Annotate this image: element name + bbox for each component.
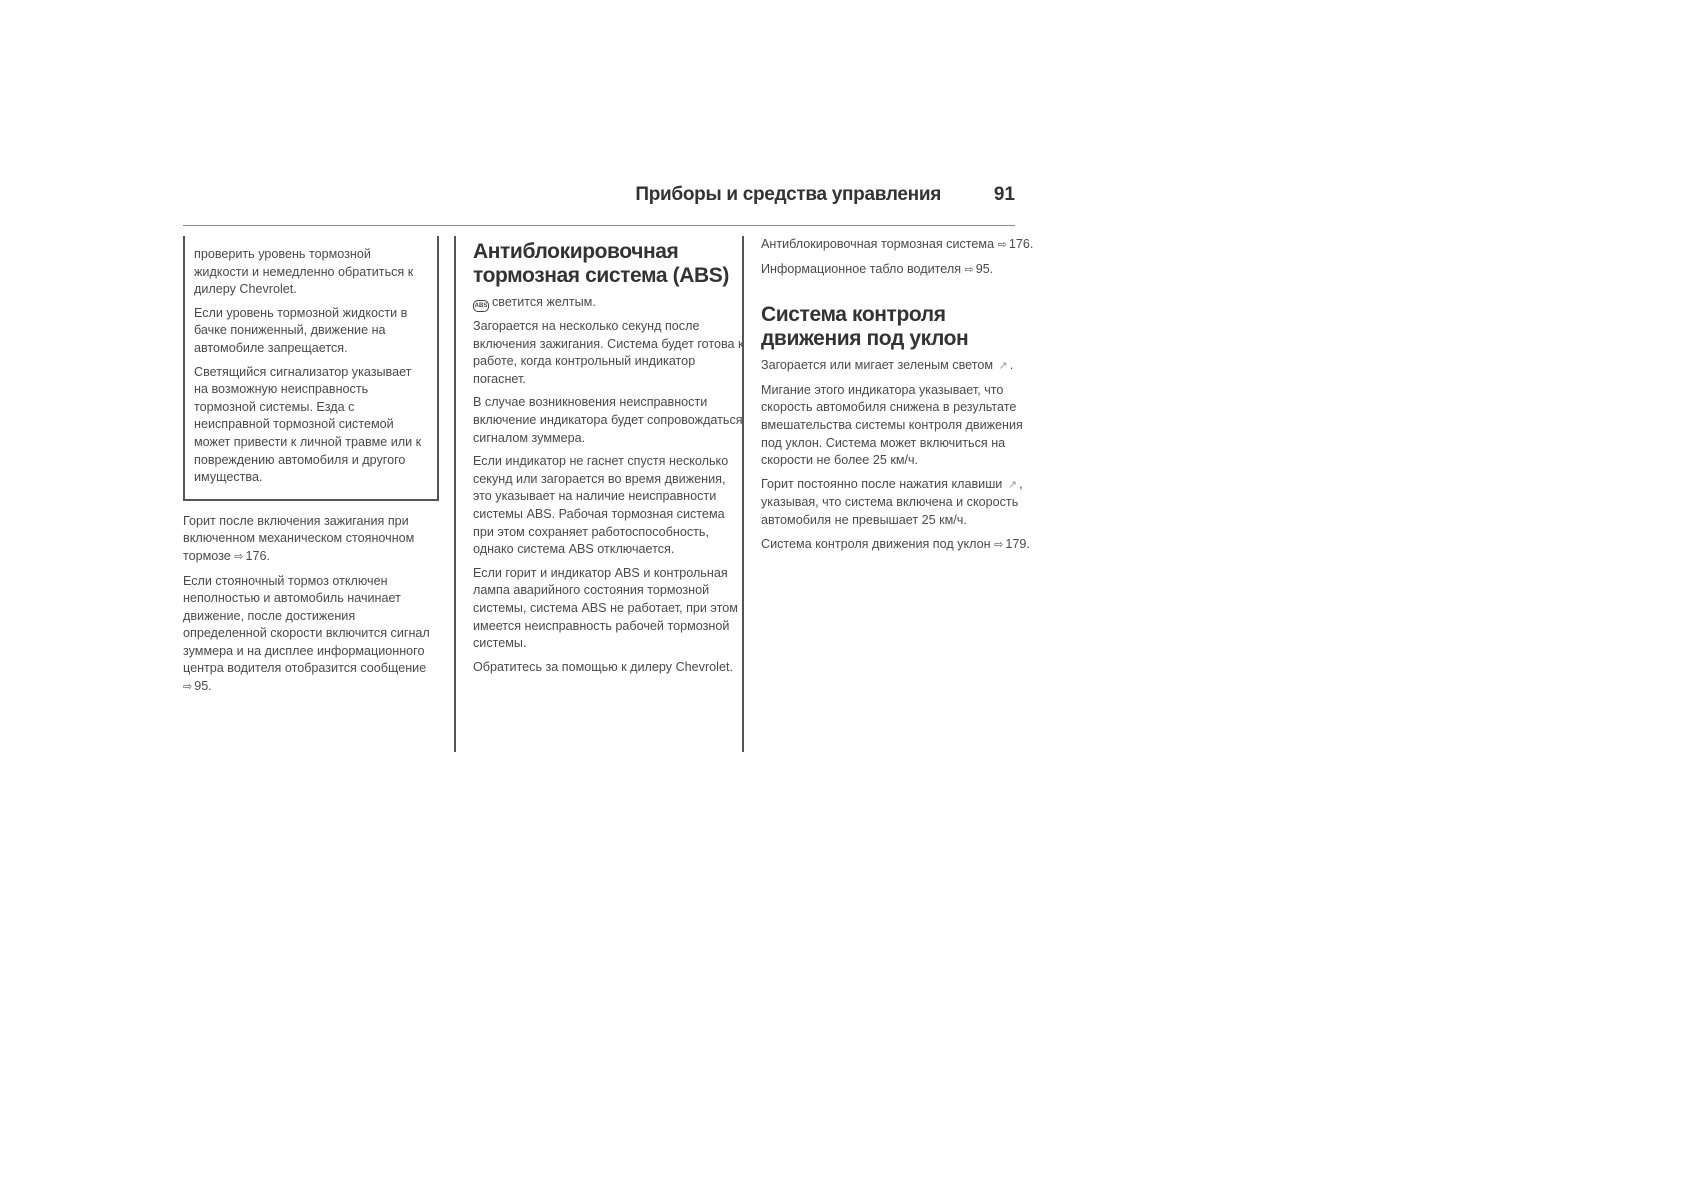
paragraph-text: Антиблокировочная тормозная система <box>761 237 995 251</box>
reference-arrow-icon: ⇨ <box>183 681 193 694</box>
section-title-hill-descent <box>761 303 1034 351</box>
paragraph-text: Информационное табло водителя <box>761 261 962 276</box>
page-title: Приборы и средства управления <box>635 184 941 205</box>
paragraph: Мигание этого индикатора указывает, что скорость автомобиля снижена в результате вмешательства системы контроля движения под уклон. Система может включиться на скорости не более 25 км/ч. <box>761 382 1023 468</box>
column-1 <box>183 236 439 703</box>
reference-page: 176. <box>245 548 271 563</box>
page-reference[interactable] <box>183 679 212 693</box>
paragraph: Если индикатор не гаснет спустя несколько секунд или загорается во время движения, это указывает на наличие неисправности системы ABS. Рабочая тормозная система при этом сохраняет работоспособность, однако система ABS отключается. <box>473 454 729 557</box>
column-3 <box>742 236 1034 752</box>
hill-descent-icon: ↗ <box>998 360 1008 373</box>
paragraph <box>183 573 439 697</box>
page-number: 91 <box>993 184 1015 205</box>
section-title-abs <box>473 240 745 288</box>
paragraph-text: Горит после включения зажигания при включенном механическом стояночном тормозе <box>183 513 415 563</box>
reference-arrow-icon: ⇨ <box>997 239 1007 251</box>
warning-box <box>183 236 439 501</box>
section-title-line: Антиблокировочная <box>473 240 679 263</box>
section-title-line: Система контроля <box>761 303 946 327</box>
paragraph-text: Система контроля движения под уклон <box>761 536 991 551</box>
section-title-line: движения под уклон <box>761 327 969 351</box>
reference-paragraph <box>761 261 1034 280</box>
page-reference[interactable] <box>965 262 994 276</box>
reference-arrow-icon: ⇨ <box>234 550 244 563</box>
reference-paragraph <box>761 236 1034 255</box>
paragraph-text: Горит постоянно после нажатия клавиши <box>761 476 1003 491</box>
reference-arrow-icon: ⇨ <box>994 538 1004 551</box>
page-reference[interactable] <box>234 549 270 563</box>
paragraph: Если горит и индикатор ABS и контрольная лампа аварийного состояния тормозной системы, система ABS не работает, при этом имеется неисправность рабочей тормозной системы. <box>473 565 738 651</box>
paragraph: Обратитесь за помощью к дилеру Chevrolet. <box>473 659 733 674</box>
warning-paragraph: Светящийся сигнализатор указывает на возможную неисправность тормозной системы. Езда с неисправной тормозной системой может привести к личной травме или к повреждению автомобиля и другого имущества. <box>194 364 422 485</box>
page-reference[interactable] <box>998 237 1034 251</box>
warning-paragraph: проверить уровень тормозной жидкости и немедленно обратиться к дилеру Chevrolet. <box>194 247 414 297</box>
column-2 <box>454 236 745 752</box>
reference-arrow-icon: ⇨ <box>964 263 974 276</box>
paragraph-text: , указывая, что система включена и скорость автомобиля не превышает 25 км/ч. <box>761 476 1023 527</box>
status-text: светится желтым. <box>492 295 596 309</box>
reference-page: 95. <box>975 261 994 276</box>
section-title-line: тормозная система (ABS) <box>473 264 729 287</box>
warning-paragraph: Если уровень тормозной жидкости в бачке пониженный, движение на автомобиле запрещается. <box>194 305 408 355</box>
page-reference[interactable] <box>994 537 1030 551</box>
paragraph-text: Загорается или мигает зеленым светом <box>761 358 994 373</box>
hill-descent-icon: ↗ <box>1007 478 1018 491</box>
paragraph-text: Если стояночный тормоз отключен неполностью и автомобиль начинает движение, после достижения определенной скорости включится сигнал зуммера и на дисплее информационного центра водителя отобразится сообщение <box>183 573 430 676</box>
paragraph <box>761 476 1034 530</box>
paragraph: Загорается на несколько секунд после включения зажигания. Система будет готова к работе, когда контрольный индикатор погаснет. <box>473 319 744 386</box>
reference-page: 176. <box>1008 237 1034 251</box>
abs-warning-icon: ABS <box>473 300 489 312</box>
paragraph <box>761 536 1034 555</box>
paragraph: В случае возникновения неисправности включение индикатора будет сопровождаться сигналом зуммера. <box>473 395 743 445</box>
reference-page: 179. <box>1005 536 1030 551</box>
page-header <box>183 180 1015 226</box>
reference-page: 95. <box>194 679 212 694</box>
paragraph <box>183 513 439 567</box>
paragraph: Загорается или мигает зеленым светом ↗ . <box>761 357 1034 376</box>
status-line <box>473 294 745 312</box>
